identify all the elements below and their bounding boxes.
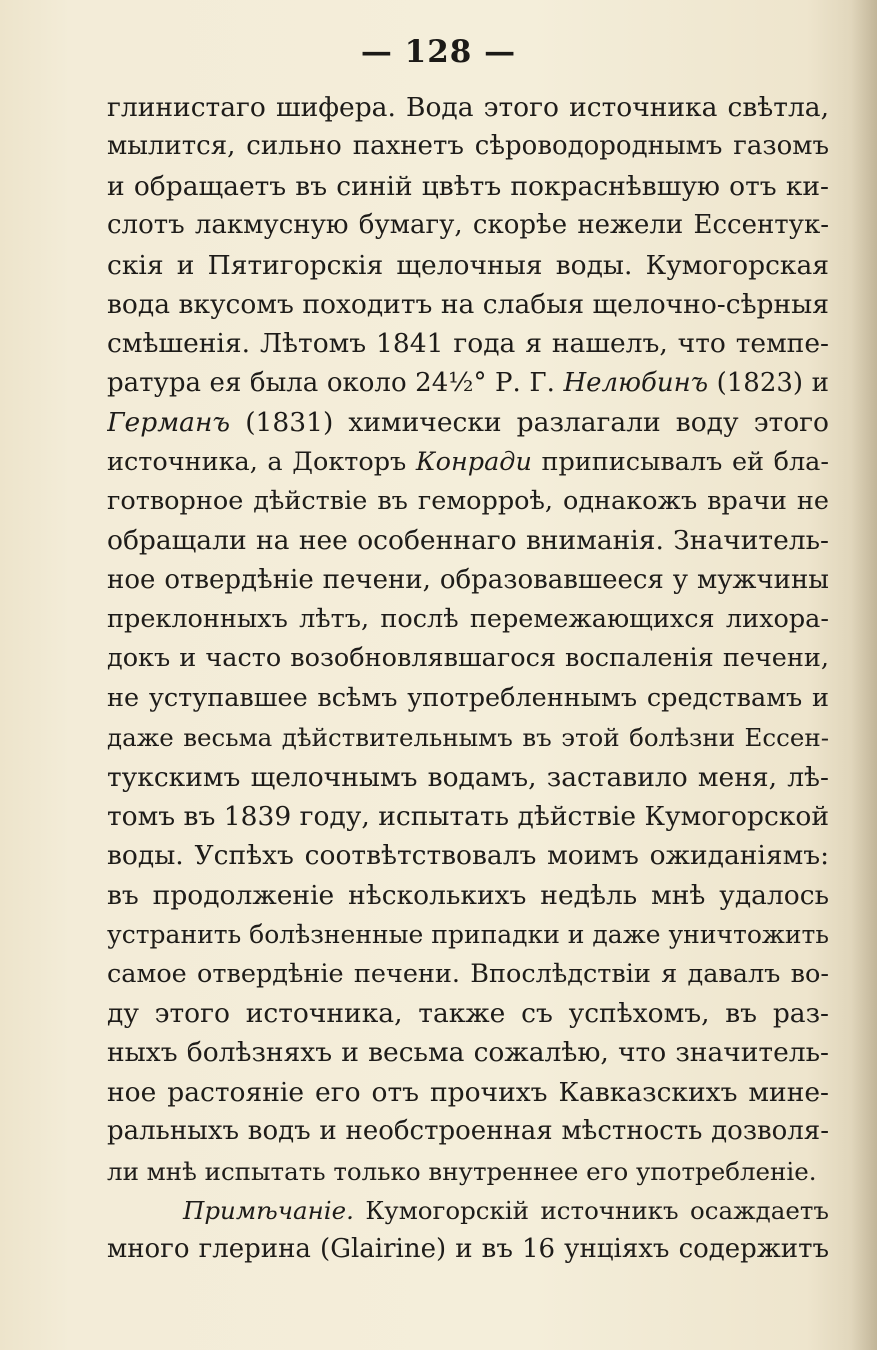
author-name-german: Германъ	[107, 407, 231, 439]
text-line: и обращаетъ въ синій цвѣтъ покраснѣвшую отъ ки-	[107, 170, 829, 202]
text-line: самое отвердѣніе печени. Впослѣдствіи я давалъ во-	[107, 958, 829, 989]
text-line: ное растояніе его отъ прочихъ Кавказскихъ мине-	[107, 1076, 829, 1108]
body-text	[107, 88, 829, 1270]
text-line: обращали на нее особеннаго вниманія. Значитель-	[107, 525, 829, 557]
text-line: докъ и часто возобновлявшагося воспаленія печени,	[107, 643, 829, 674]
text-line: смѣшенія. Лѣтомъ 1841 года я нашелъ, что темпе-	[107, 328, 829, 360]
note-label: Примѣчаніе.	[183, 1195, 354, 1225]
paragraph-last-line: ли мнѣ испытать только внутреннее его употребленіе.	[107, 1156, 817, 1186]
author-name-nelyubin: Нелюбинъ	[563, 367, 709, 398]
text-line: въ продолженіе нѣсколькихъ недѣль мнѣ удалось	[107, 879, 829, 911]
text-line: томъ въ 1839 году, испытать дѣйствіе Кумогорской	[107, 801, 829, 833]
text-line: ныхъ болѣзняхъ и весьма сожалѣю, что значитель-	[107, 1037, 829, 1069]
note-first-line: Примѣчаніе. Кумогорскій источникъ осаждаетъ	[183, 1195, 829, 1225]
page-edge-shadow	[851, 0, 877, 1350]
text-line: мылится, сильно пахнетъ сѣроводороднымъ газомъ	[107, 131, 829, 162]
author-name-konradi: Конради	[415, 446, 532, 477]
text-line: преклонныхъ лѣтъ, послѣ перемежающихся лихора-	[107, 604, 829, 635]
text-line: ральныхъ водъ и необстроенная мѣстность дозволя-	[107, 1116, 829, 1147]
text-line: много глерина (Glairine) и въ 16 унціяхъ содержитъ	[107, 1234, 829, 1265]
text-line: источника, а Докторъ Конради приписывалъ ей бла-	[107, 446, 829, 477]
text-line: тукскимъ щелочнымъ водамъ, заставило меня, лѣ-	[107, 761, 829, 793]
text-line: даже весьма дѣйствительнымъ въ этой болѣзни Ессен-	[107, 723, 829, 753]
text-line: Германъ (1831) химически разлагали воду этого	[107, 407, 829, 439]
text-line: вода вкусомъ походитъ на слабыя щелочно-сѣрныя	[107, 288, 829, 320]
text-line: воды. Успѣхъ соотвѣтствовалъ моимъ ожиданіямъ:	[107, 840, 829, 872]
text-line: слотъ лакмусную бумагу, скорѣе нежели Ессентук-	[107, 210, 829, 241]
page-number: — 128 —	[360, 34, 517, 70]
text-line: глинистаго шифера. Вода этого источника свѣтла,	[107, 92, 829, 123]
text-line: ратура ея была около 24½° Р. Г. Нелюбинъ (1823) и	[107, 367, 829, 398]
text-line: готворное дѣйствіе въ геморроѣ, однакожъ врачи не	[107, 485, 829, 516]
text-line: скія и Пятигорскія щелочныя воды. Кумогорская	[107, 249, 829, 281]
text-line: ду этого источника, также съ успѣхомъ, въ раз-	[107, 997, 829, 1029]
text-line: устранить болѣзненные припадки и даже уничтожить	[107, 920, 829, 950]
text-line: ное отвердѣніе печени, образовавшееся у мужчины	[107, 564, 829, 595]
text-line: не уступавшее всѣмъ употребленнымъ средствамъ и	[107, 682, 829, 713]
